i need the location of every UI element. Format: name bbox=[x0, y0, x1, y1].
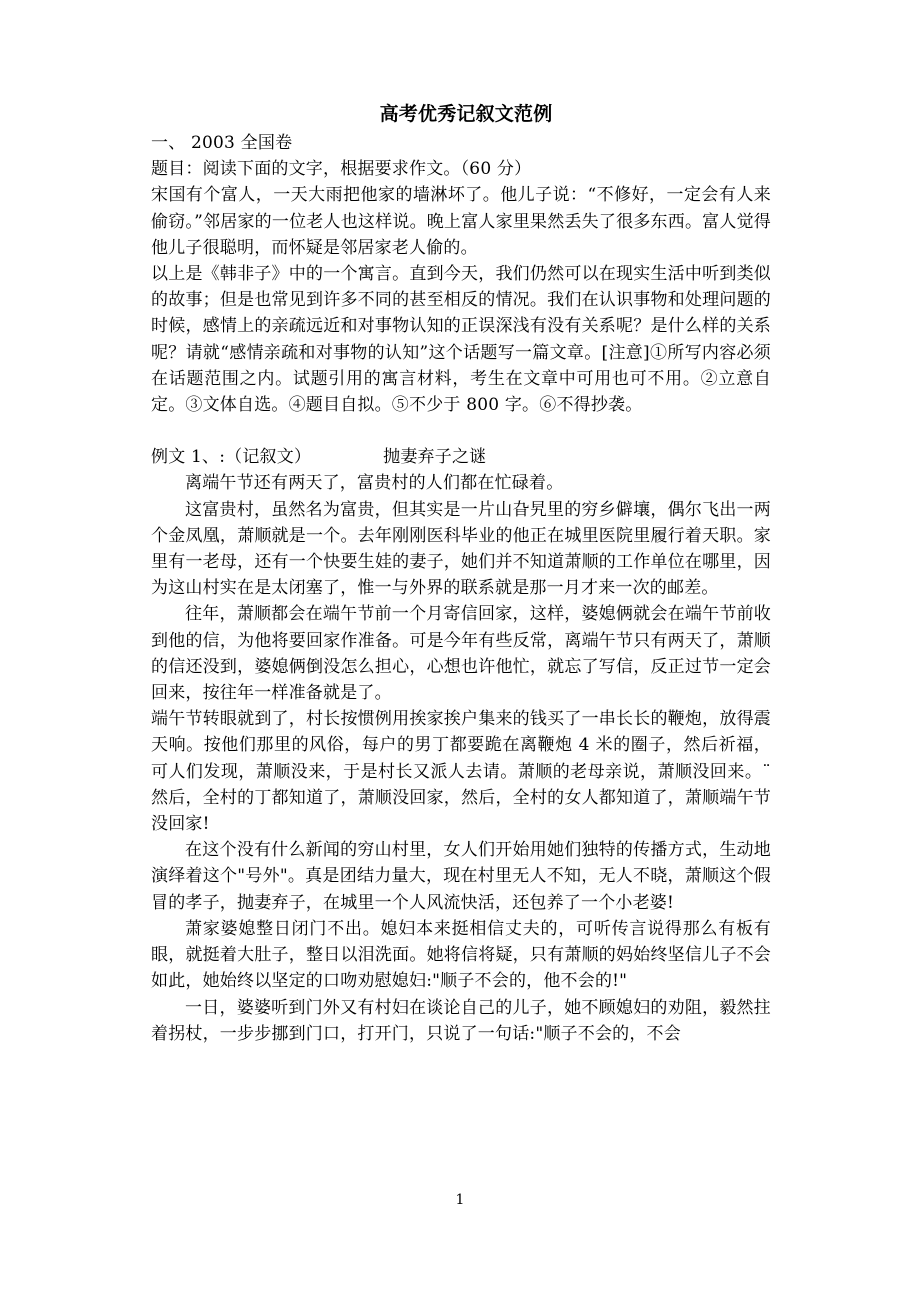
document-title: 高考优秀记叙文范例 bbox=[379, 103, 553, 125]
instructions-paragraph: 以上是《韩非子》中的一个寓言。直到今天，我们仍然可以在现实生活中听到类似的故事；但是也常见到许多不同的甚至相反的情况。我们在认识事物和处理问题的时候，感情上的亲疏远近和对事物认知的正误深浅有没有关系呢？是什么样的关系呢？请就“感情亲疏和对事物的认知”这个话题写一篇文章。[注意]①所写内容必须在话题范围之内。试题引用的寓言材料，考生在文章中可用也可不用。②立意自定。③文体自选。④题目自拟。⑤不少于 800 字。⑥不得抄袭。 bbox=[151, 264, 771, 416]
essay-paragraph: 在这个没有什么新闻的穷山村里，女人们开始用她们独特的传播方式，生动地演绎着这个"号外"。真是团结力量大，现在村里无人不知，无人不晓，萧顺这个假冒的孝子，抛妻弃子，在城里一个人风流快活，还包养了一个小老婆! bbox=[151, 840, 771, 913]
essay-paragraph: 离端午节还有两天了，富贵村的人们都在忙碌着。 bbox=[185, 473, 564, 494]
example-title: 抛妻弃子之谜 bbox=[383, 447, 487, 468]
example-label: 例文 1、:（记叙文） bbox=[151, 447, 312, 468]
essay-paragraph: 萧家婆媳整日闭门不出。媳妇本来挺相信丈夫的，可听传言说得那么有板有眼，就挺着大肚子，整日以泪洗面。她将信将疑，只有萧顺的妈始终坚信儿子不会如此，她始终以坚定的口吻劝慰媳妇:"顺子不会的，他不会的!" bbox=[151, 918, 771, 992]
document-body bbox=[151, 98, 771, 1047]
essay-paragraph: 这富贵村，虽然名为富贵，但其实是一片山旮旯里的穷乡僻壤，偶尔飞出一两个金凤凰，萧顺就是一个。去年刚刚医科毕业的他正在城里医院里履行着天职。家里有一老母，还有一个快要生娃的妻子，她们并不知道萧顺的工作单位在哪里，因为这山村实在是太闭塞了，惟一与外界的联系就是那一月才来一次的邮差。 bbox=[151, 499, 771, 599]
essay-paragraph: 端午节转眼就到了，村长按惯例用挨家挨户集来的钱买了一串长长的鞭炮，放得震天响。按他们那里的风俗，每户的男丁都要跪在离鞭炮 4 米的圈子，然后祈福，可人们发现，萧顺没来，于是村长又派人去请。萧顺的老母亲说，萧顺没回来。¨ 然后，全村的丁都知道了，萧顺没回家，然后，全村的女人都知道了，萧顺端午节没回家! bbox=[151, 709, 771, 835]
essay-paragraph: 往年，萧顺都会在端午节前一个月寄信回家，这样，婆媳俩就会在端午节前收到他的信，为他将要回家作准备。可是今年有些反常，离端午节只有两天了，萧顺的信还没到，婆媳俩倒没怎么担心，心想也许他忙，就忘了写信，反正过节一定会回来，按往年一样准备就是了。 bbox=[151, 604, 771, 704]
blank-line bbox=[151, 418, 771, 444]
essay-paragraph: 一日，婆婆听到门外又有村妇在谈论自己的儿子，她不顾媳妇的劝阻，毅然拄着拐杖，一步步挪到门口，打开门，只说了一句话:"顺子不会的，不会 bbox=[151, 997, 771, 1044]
fable-paragraph: 宋国有个富人，一天大雨把他家的墙淋坏了。他儿子说：“不修好，一定会有人来偷窃。”邻居家的一位老人也这样说。晚上富人家里果然丢失了很多东西。富人觉得他儿子很聪明，而怀疑是邻居家老人偷的。 bbox=[151, 185, 771, 258]
page-number: 1 bbox=[455, 1192, 465, 1208]
example-heading bbox=[151, 444, 771, 470]
section-heading: 一、 2003 全国卷 bbox=[151, 133, 293, 153]
prompt-line: 题目：阅读下面的文字，根据要求作文。（60 分） bbox=[151, 159, 532, 180]
